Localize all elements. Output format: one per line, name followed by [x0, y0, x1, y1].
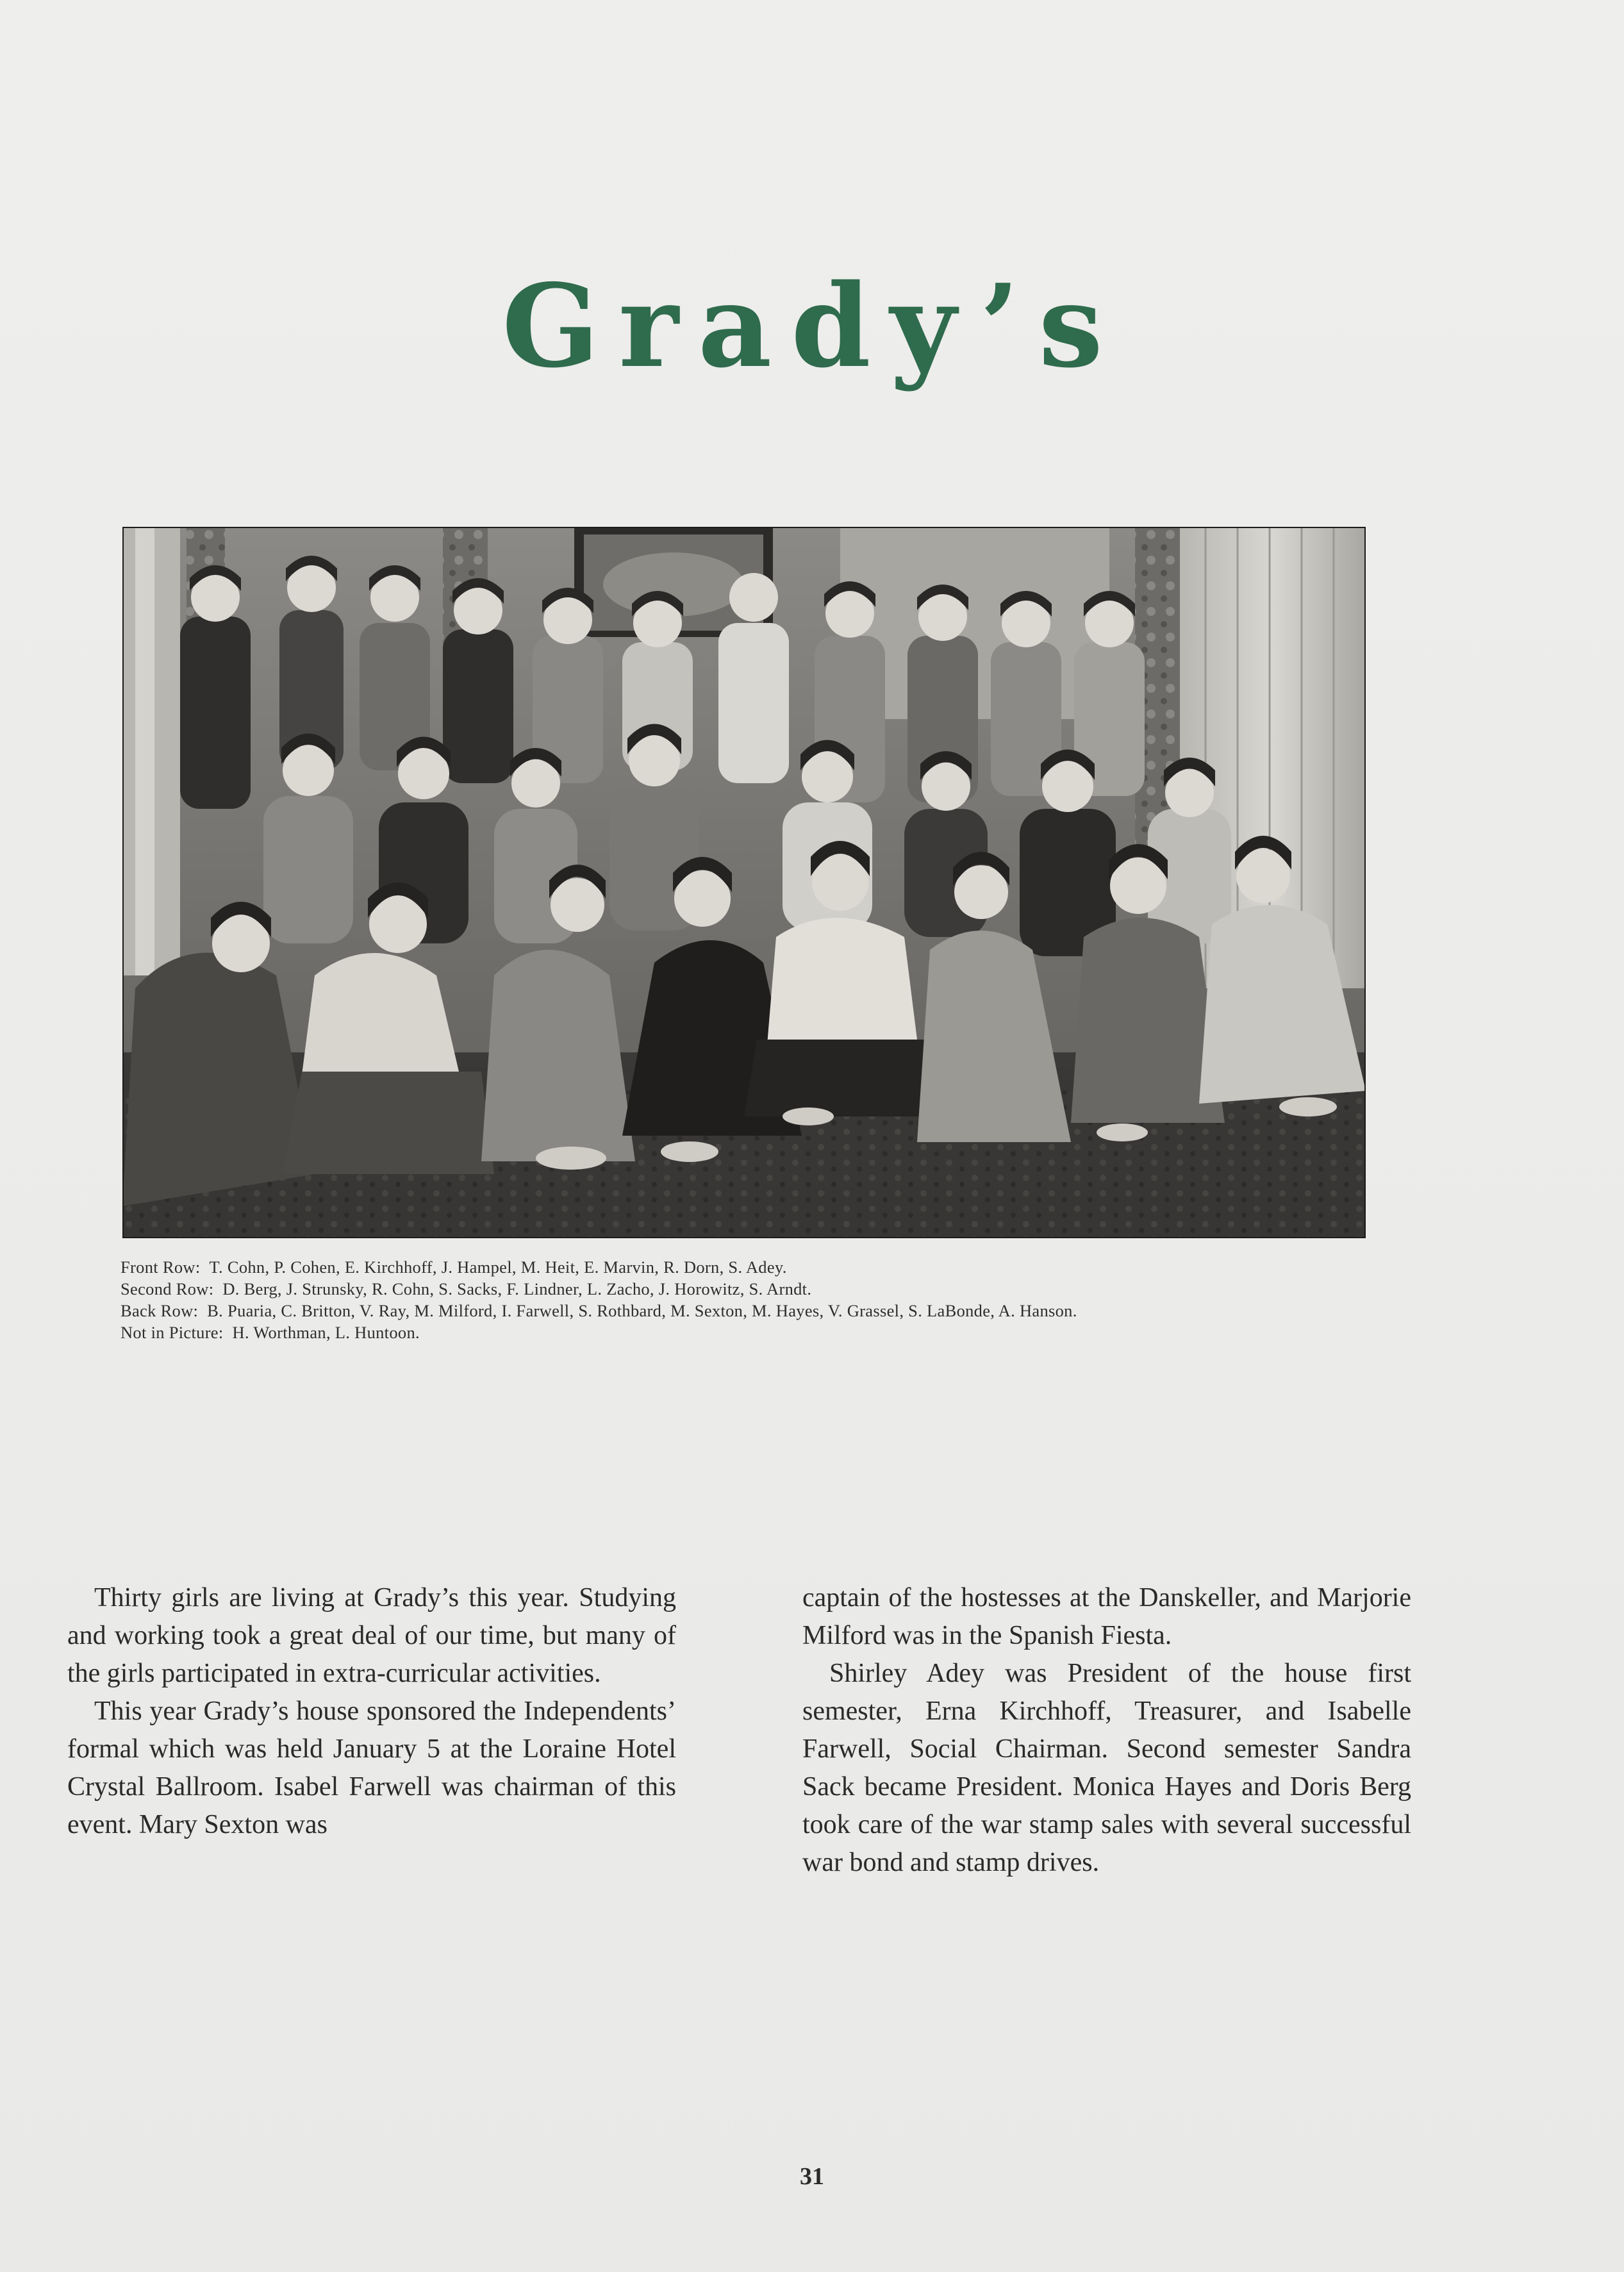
body-paragraph: Thirty girls are living at Grady’s this year. Studying and working took a great deal of our time, but many of the girls participated in extra-curricular activities. — [67, 1583, 676, 1688]
caption-label: Back Row: — [120, 1301, 199, 1320]
body-right-column — [802, 1579, 1411, 1882]
body-paragraph: Shirley Adey was President of the house first semester, Erna Kirchhoff, Treasurer, and Isabelle Farwell, Social Chairman. Second semester Sandra Sack became President. Monica Hayes and Doris Berg took care of the war stamp sales with several successful war bond and stamp drives. — [802, 1659, 1411, 1877]
caption-back-row — [120, 1300, 1402, 1322]
photo-caption — [120, 1256, 1402, 1343]
group-photo-icon — [122, 527, 1366, 1238]
page-title: Grady’s — [502, 259, 1122, 393]
body-left-column — [67, 1579, 676, 1844]
caption-front-row — [120, 1256, 1402, 1278]
caption-names: T. Cohn, P. Cohen, E. Kirchhoff, J. Hampel, M. Heit, E. Marvin, R. Dorn, S. Adey. — [209, 1257, 787, 1277]
page-number: 31 — [800, 2163, 824, 2190]
caption-names: D. Berg, J. Strunsky, R. Cohn, S. Sacks, F. Lindner, L. Zacho, J. Horowitz, S. Arndt. — [222, 1279, 812, 1298]
body-paragraph: captain of the hostesses at the Danskeller, and Marjorie Milford was in the Spanish Fiesta. — [802, 1583, 1411, 1650]
caption-names: H. Worthman, L. Huntoon. — [232, 1323, 420, 1342]
caption-names: B. Puaria, C. Britton, V. Ray, M. Milford, I. Farwell, S. Rothbard, M. Sexton, M. Hayes, V. Grassel, S. LaBonde, A. Hanson. — [207, 1301, 1077, 1320]
caption-label: Front Row: — [120, 1257, 201, 1277]
caption-second-row — [120, 1278, 1402, 1300]
caption-label: Not in Picture: — [120, 1323, 224, 1342]
body-paragraph: This year Grady’s house sponsored the Independents’ formal which was held January 5 at the Loraine Hotel Crystal Ballroom. Isabel Farwell was chairman of this event. Mary Sexton was — [67, 1696, 676, 1839]
caption-label: Second Row: — [120, 1279, 214, 1298]
caption-not-in-picture — [120, 1322, 1402, 1343]
